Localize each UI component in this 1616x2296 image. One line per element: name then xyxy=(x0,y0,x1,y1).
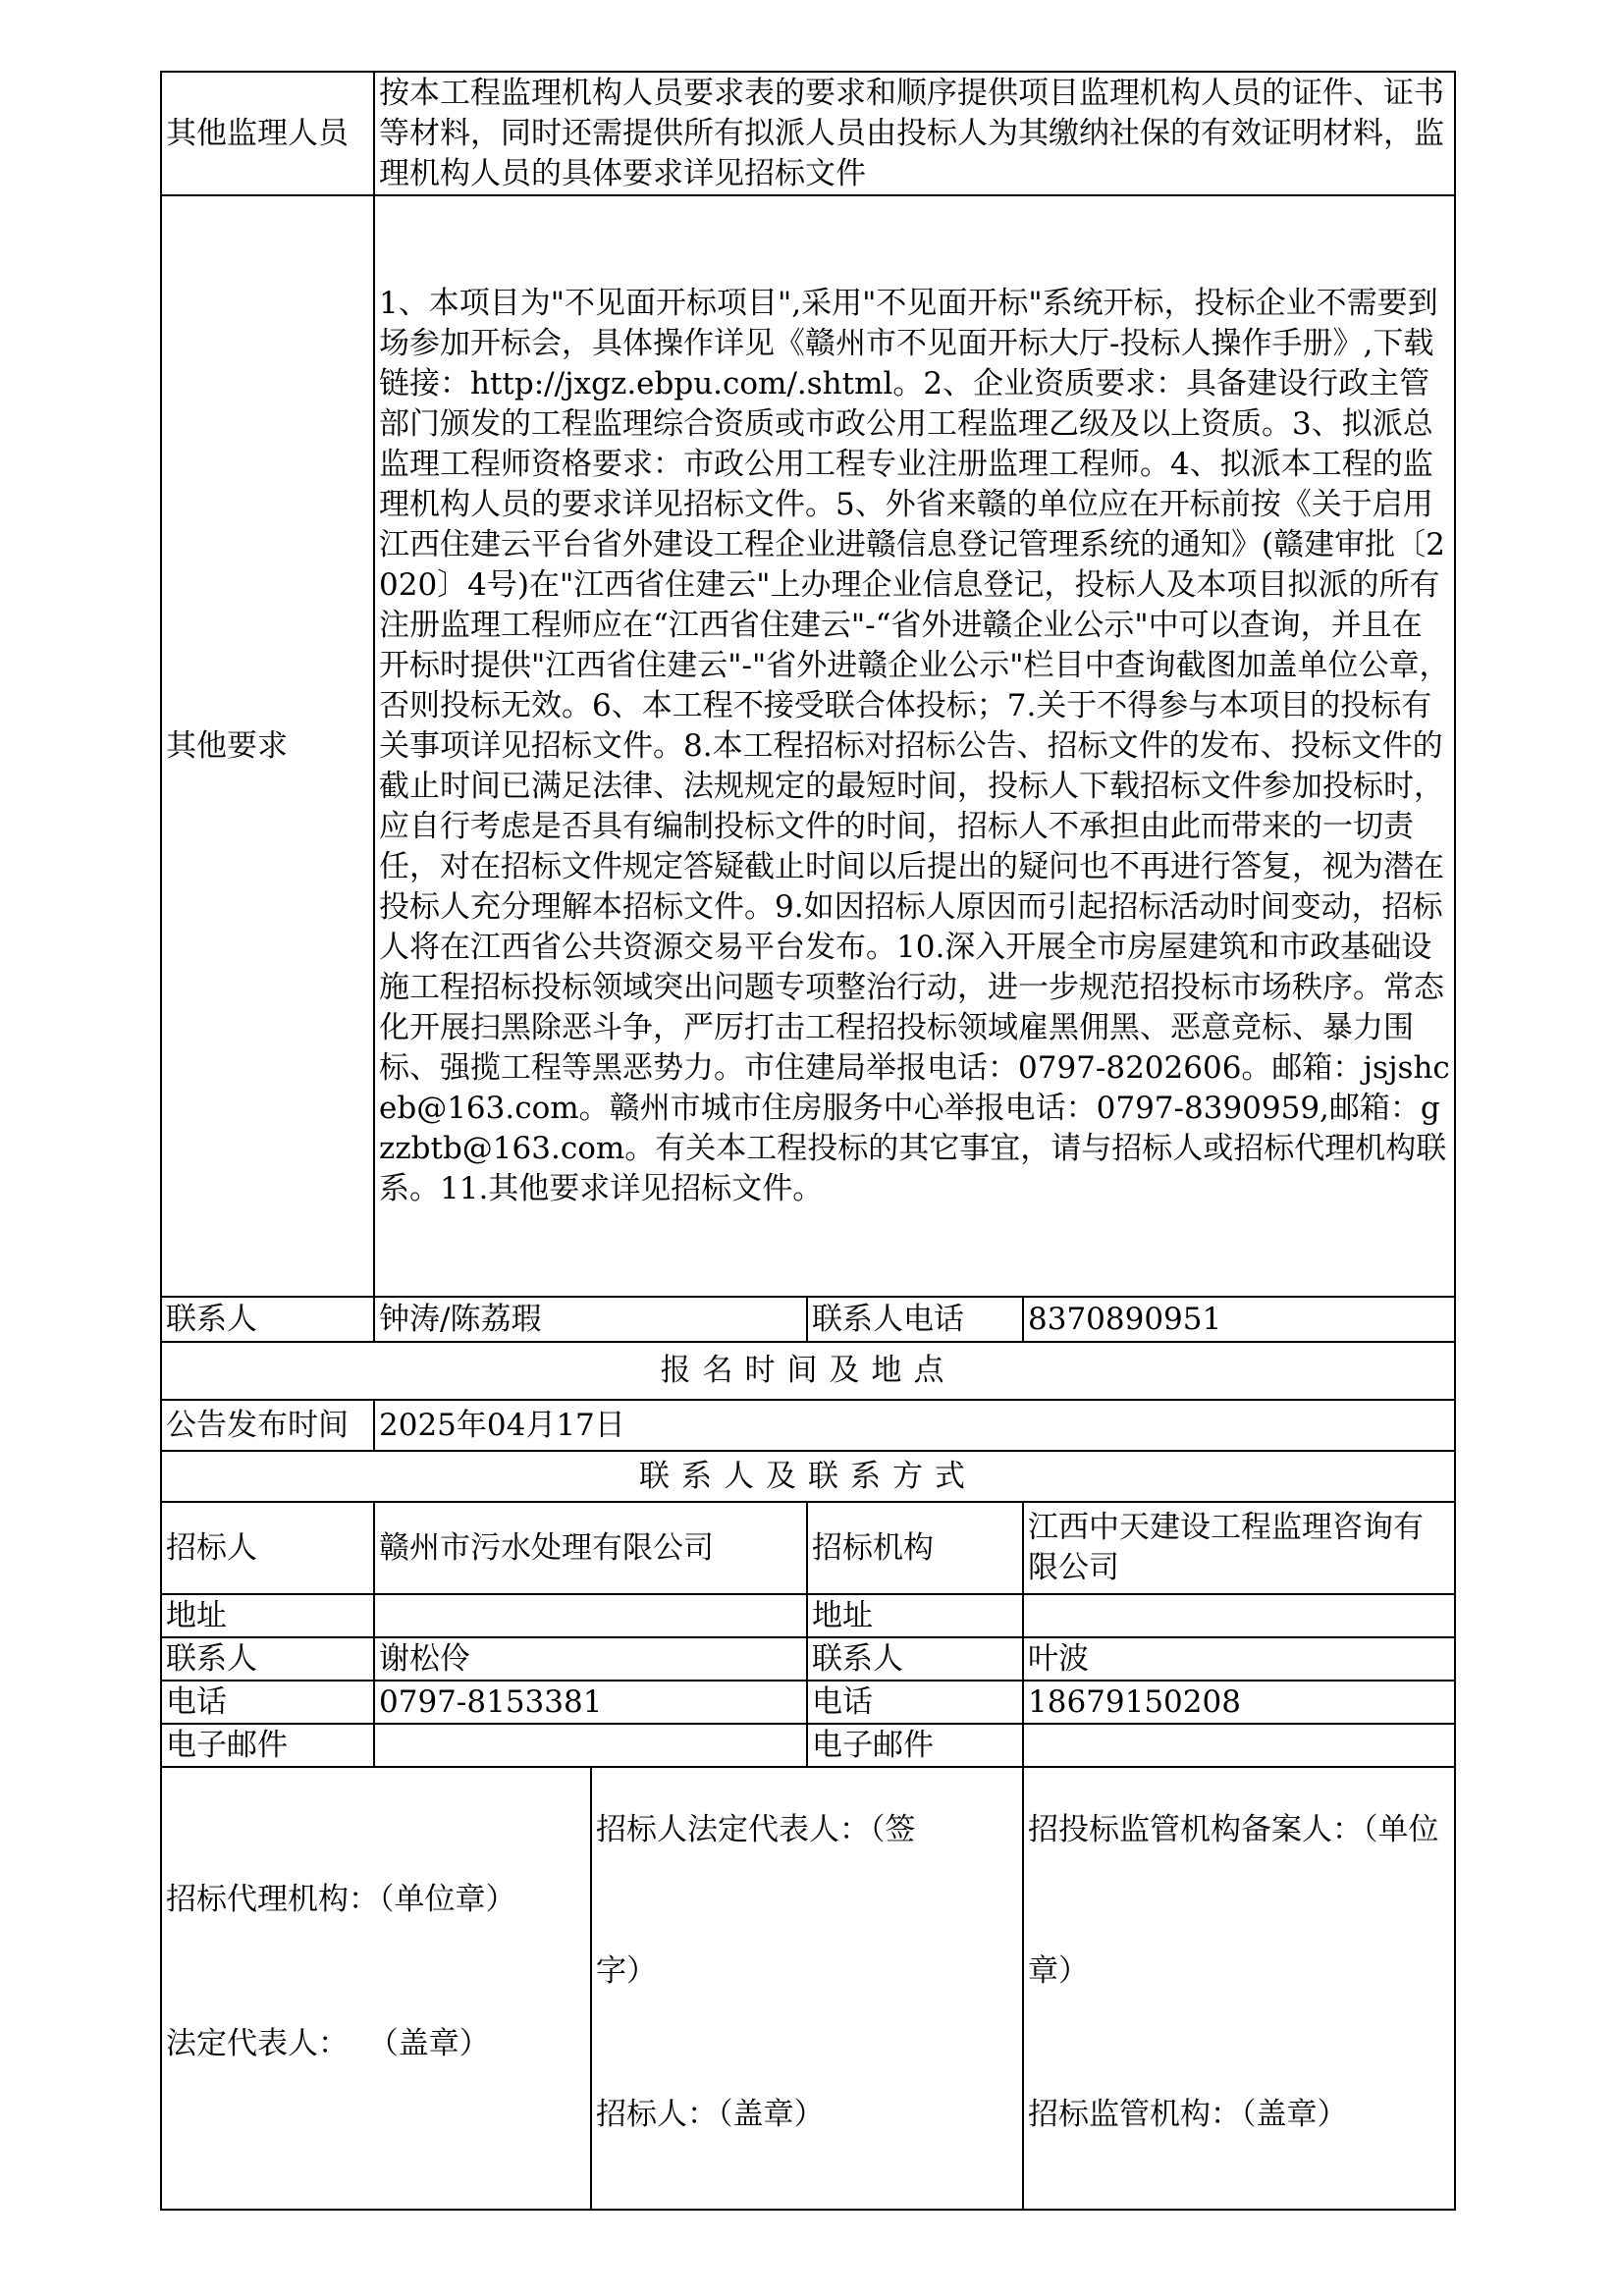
other-supervisors-label: 其他监理人员 xyxy=(161,72,374,195)
tenderer-seal-line: 招标人：（盖章） xyxy=(596,2097,825,2132)
section-registration-title: 报名时间及地点 xyxy=(161,1342,1455,1400)
signature-regulator-cell xyxy=(1023,1767,1455,2210)
contact-phone-label: 联系人电话 xyxy=(807,1297,1023,1342)
tender-notice-table xyxy=(160,71,1456,2211)
row-phone xyxy=(161,1681,1455,1724)
phone-label-agency: 电话 xyxy=(807,1681,1023,1724)
address-agency xyxy=(1023,1594,1455,1637)
row-publish-time xyxy=(161,1400,1455,1451)
regulator-filer-line1: 招投标监管机构备案人：（单位 xyxy=(1028,1812,1439,1847)
phone-agency: 18679150208 xyxy=(1023,1681,1455,1724)
row-email xyxy=(161,1724,1455,1767)
legal-rep-seal-line: 法定代表人： （盖章） xyxy=(166,2026,490,2061)
contact-phone-value: 8370890951 xyxy=(1023,1297,1455,1342)
signature-agency-cell xyxy=(161,1767,591,2210)
email-tenderer xyxy=(374,1724,807,1767)
section-contacts xyxy=(161,1451,1455,1502)
phone-tenderer: 0797-8153381 xyxy=(374,1681,807,1724)
publish-time-label: 公告发布时间 xyxy=(161,1400,374,1451)
publish-time-value: 2025年04月17日 xyxy=(374,1400,1455,1451)
contact-label: 联系人 xyxy=(161,1297,374,1342)
tenderer-legal-rep-line2: 字） xyxy=(596,1953,657,1989)
row-other-requirements xyxy=(161,195,1455,1297)
row-signatures xyxy=(161,1767,1455,2210)
agency-seal-line: 招标代理机构：（单位章） xyxy=(166,1882,516,1917)
address-label: 地址 xyxy=(161,1594,374,1637)
email-agency xyxy=(1023,1724,1455,1767)
row-contact-person xyxy=(161,1637,1455,1681)
contact-person-label-agency: 联系人 xyxy=(807,1637,1023,1681)
tenderer-value: 赣州市污水处理有限公司 xyxy=(374,1502,807,1594)
phone-label: 电话 xyxy=(161,1681,374,1724)
email-label: 电子邮件 xyxy=(161,1724,374,1767)
email-label-agency: 电子邮件 xyxy=(807,1724,1023,1767)
address-label-agency: 地址 xyxy=(807,1594,1023,1637)
section-contacts-title: 联系人及联系方式 xyxy=(161,1451,1455,1502)
other-supervisors-value: 按本工程监理机构人员要求表的要求和顺序提供项目监理机构人员的证件、证书等材料，同时还需提供所有拟派人员由投标人为其缴纳社保的有效证明材料，监理机构人员的具体要求详见招标文件 xyxy=(374,72,1455,195)
tenderer-label: 招标人 xyxy=(161,1502,374,1594)
row-other-supervisors xyxy=(161,72,1455,195)
signature-tenderer-cell xyxy=(591,1767,1023,2210)
section-registration xyxy=(161,1342,1455,1400)
address-tenderer xyxy=(374,1594,807,1637)
tenderer-legal-rep-line1: 招标人法定代表人：（签 xyxy=(596,1812,916,1847)
contact-value: 钟涛/陈荔瑕 xyxy=(374,1297,807,1342)
regulator-seal-line: 招标监管机构：（盖章） xyxy=(1028,2097,1348,2132)
agency-value: 江西中天建设工程监理咨询有限公司 xyxy=(1023,1502,1455,1594)
regulator-filer-line2: 章） xyxy=(1028,1953,1089,1989)
row-address xyxy=(161,1594,1455,1637)
other-requirements-value: 1、本项目为"不见面开标项目",采用"不见面开标"系统开标，投标企业不需要到场参加开标会，具体操作详见《赣州市不见面开标大厅-投标人操作手册》,下载链接：http://jxgz.ebpu.com/.shtml。2、企业资质要求：具备建设行政主管部门颁发的工程监理综合资质或市政公用工程监理乙级及以上资质。3、拟派总监理工程师资格要求：市政公用工程专业注册监理工程师。4、拟派本工程的监理机构人员的要求详见招标文件。5、外省来赣的单位应在开标前按《关于启用江西住建云平台省外建设工程企业进赣信息登记管理系统的通知》(赣建审批〔2020〕4号)在"江西省住建云"上办理企业信息登记，投标人及本项目拟派的所有注册监理工程师应在“江西省住建云"-“省外进赣企业公示"中可以查询，并且在开标时提供"江西省住建云"-"省外进赣企业公示"栏目中查询截图加盖单位公章，否则投标无效。6、本工程不接受联合体投标；7.关于不得参与本项目的投标有关事项详见招标文件。8.本工程招标对招标公告、招标文件的发布、投标文件的截止时间已满足法律、法规规定的最短时间，投标人下载招标文件参加投标时，应自行考虑是否具有编制投标文件的时间，招标人不承担由此而带来的一切责任，对在招标文件规定答疑截止时间以后提出的疑问也不再进行答复，视为潜在投标人充分理解本招标文件。9.如因招标人原因而引起招标活动时间变动，招标人将在江西省公共资源交易平台发布。10.深入开展全市房屋建筑和市政基础设施工程招标投标领域突出问题专项整治行动，进一步规范招投标市场秩序。常态化开展扫黑除恶斗争，严厉打击工程招投标领域雇黑佣黑、恶意竞标、暴力围标、强揽工程等黑恶势力。市住建局举报电话：0797-8202606。邮箱：jsjshceb@163.com。赣州市城市住房服务中心举报电话：0797-8390959,邮箱：gzzbtb@163.com。有关本工程投标的其它事宜，请与招标人或招标代理机构联系。11.其他要求详见招标文件。 xyxy=(374,195,1455,1297)
contact-person-tenderer: 谢松伶 xyxy=(374,1637,807,1681)
other-requirements-label: 其他要求 xyxy=(161,195,374,1297)
row-parties xyxy=(161,1502,1455,1594)
contact-person-label: 联系人 xyxy=(161,1637,374,1681)
agency-label: 招标机构 xyxy=(807,1502,1023,1594)
contact-person-agency: 叶波 xyxy=(1023,1637,1455,1681)
row-contact xyxy=(161,1297,1455,1342)
